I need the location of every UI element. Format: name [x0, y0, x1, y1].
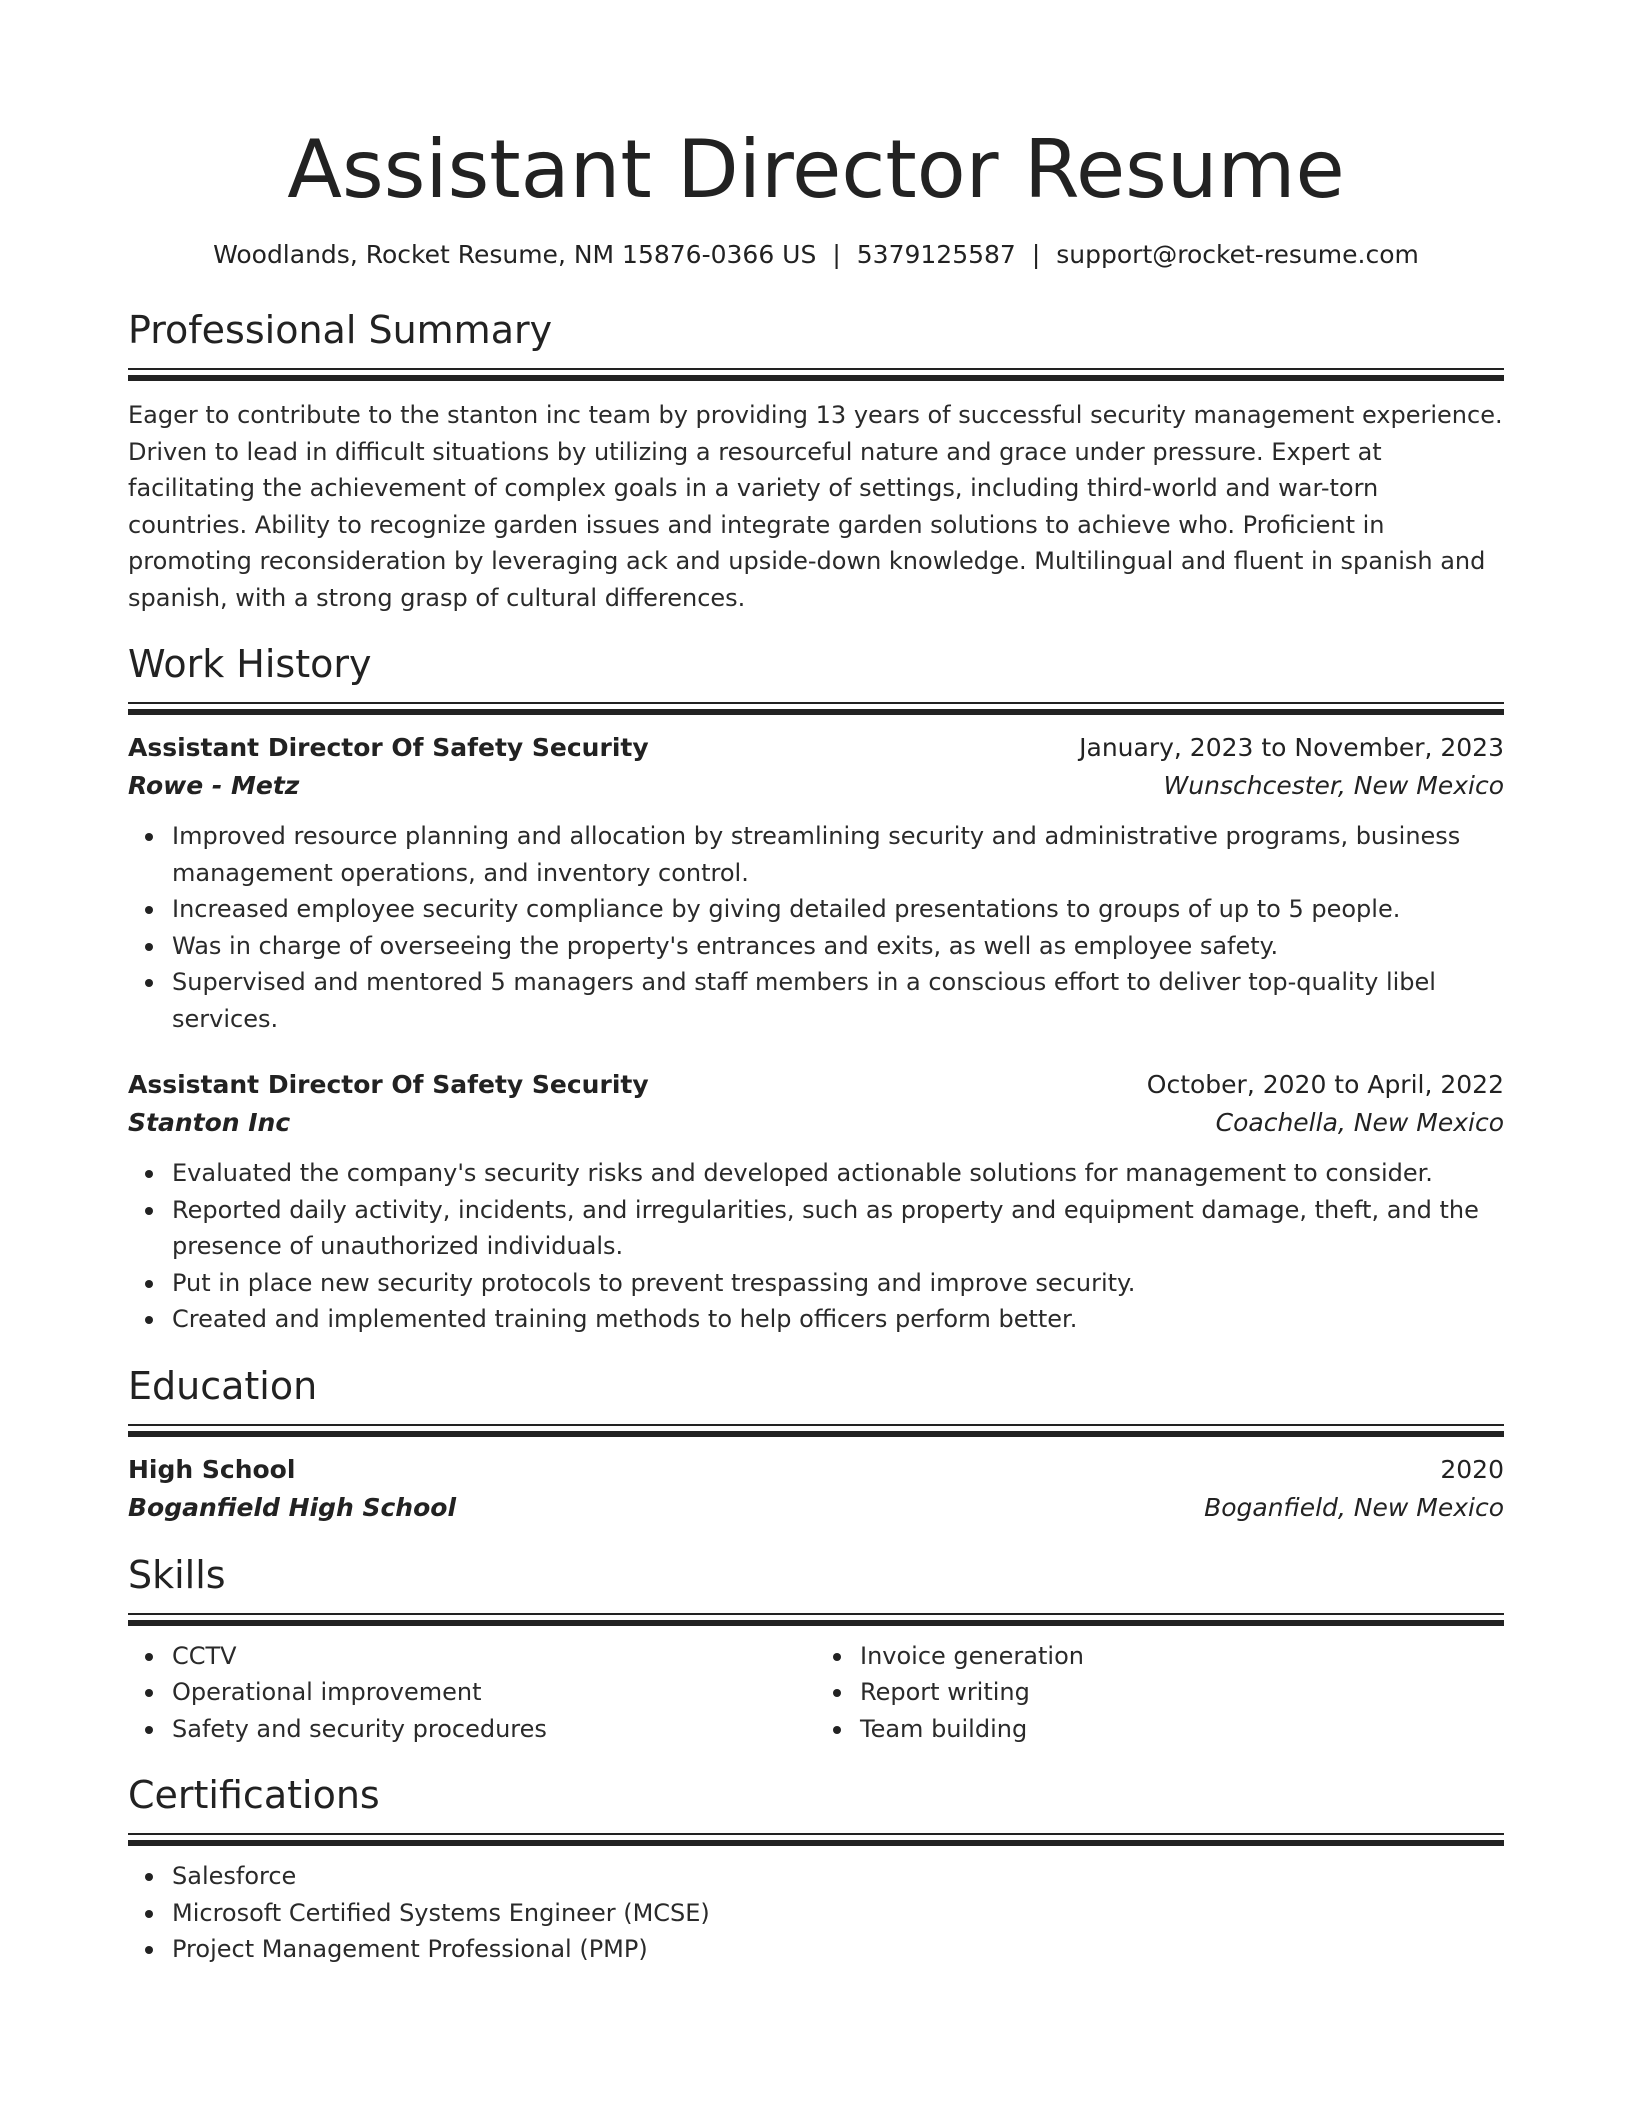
work-history-section: [128, 640, 1504, 1338]
job-header-row: [128, 729, 1504, 767]
skills-grid: [128, 1638, 1504, 1748]
education-year: 2020: [1440, 1454, 1504, 1484]
list-item: CCTV: [172, 1638, 816, 1675]
education-section: [128, 1362, 1504, 1527]
list-item: Supervised and mentored 5 managers and staff members in a conscious effort to deliver top-quality libel services.: [172, 964, 1504, 1037]
section-heading-education: Education: [128, 1363, 318, 1408]
contact-line: [128, 238, 1504, 272]
education-school-row: [128, 1489, 1504, 1527]
job-location: Coachella, New Mexico: [1215, 1108, 1504, 1137]
job-company: Rowe - Metz: [128, 771, 300, 800]
section-heading-skills: Skills: [128, 1552, 226, 1597]
job-entry: [128, 1066, 1504, 1338]
education-location: Boganfield, New Mexico: [1204, 1492, 1504, 1522]
section-divider: [128, 1613, 1504, 1624]
section-divider: [128, 1833, 1504, 1844]
list-item: Improved resource planning and allocation by streamlining security and administrative programs, business management operations, and inventory control.: [172, 818, 1504, 891]
section-divider: [128, 1424, 1504, 1435]
list-item: Salesforce: [172, 1858, 1504, 1895]
education-school: Boganfield High School: [128, 1492, 457, 1522]
job-dates: October, 2020 to April, 2022: [1146, 1070, 1504, 1099]
list-item: Put in place new security protocols to prevent trespassing and improve security.: [172, 1265, 1504, 1302]
education-header-row: [128, 1451, 1504, 1489]
list-item: Project Management Professional (PMP): [172, 1931, 1504, 1968]
job-title: Assistant Director Of Safety Security: [128, 733, 649, 762]
education-degree: High School: [128, 1454, 296, 1484]
contact-separator: |: [832, 240, 841, 269]
job-bullet-list: [128, 1155, 1504, 1338]
certifications-section: [128, 1771, 1504, 1968]
contact-address: Woodlands, Rocket Resume, NM 15876-0366 US: [213, 240, 817, 269]
list-item: Reported daily activity, incidents, and irregularities, such as property and equipment damage, theft, and the presence of unauthorized individuals.: [172, 1192, 1504, 1265]
job-bullet-list: [128, 818, 1504, 1037]
section-heading-work-history: Work History: [128, 642, 372, 686]
list-item: Increased employee security compliance by giving detailed presentations to groups of up to 5 people.: [172, 891, 1504, 928]
job-location: Wunschcester, New Mexico: [1163, 771, 1504, 800]
list-item: Safety and security procedures: [172, 1711, 816, 1748]
contact-separator: |: [1031, 240, 1041, 269]
list-item: Report writing: [860, 1674, 1504, 1711]
list-item: Evaluated the company's security risks and developed actionable solutions for management to consider.: [172, 1155, 1504, 1192]
contact-phone: 5379125587: [856, 240, 1016, 269]
job-dates: January, 2023 to November, 2023: [1079, 733, 1504, 762]
list-item: Team building: [860, 1711, 1504, 1748]
section-heading-certifications: Certifications: [128, 1773, 380, 1817]
section-heading-summary: Professional Summary: [128, 308, 553, 352]
section-divider: [128, 702, 1504, 713]
job-header-row: [128, 1066, 1504, 1104]
page-title: Assistant Director Resume: [287, 123, 1345, 216]
job-company-row: [128, 767, 1504, 805]
skills-section: [128, 1551, 1504, 1748]
list-item: Created and implemented training methods to help officers perform better.: [172, 1301, 1504, 1338]
summary-text: Eager to contribute to the stanton inc team by providing 13 years of successful security management experience. Driven to lead in difficult situations by utilizing a resourceful nature and grace under pressure. Expert at facilitating the achievement of complex goals in a variety of settings, including third-world and war-torn countries. Ability to recognize garden issues and integrate garden solutions to achieve who. Proficient in promoting reconsideration by leveraging ack and upside-down knowledge. Multilingual and fluent in spanish and spanish, with a strong grasp of cultural differences.: [128, 401, 1503, 612]
summary-section: [128, 306, 1504, 616]
education-entry: [128, 1451, 1504, 1527]
skills-list-right: [816, 1638, 1504, 1748]
job-company-row: [128, 1104, 1504, 1142]
section-divider: [128, 368, 1504, 379]
list-item: Operational improvement: [172, 1674, 816, 1711]
list-item: Invoice generation: [860, 1638, 1504, 1675]
list-item: Was in charge of overseeing the property's entrances and exits, as well as employee safety.: [172, 928, 1504, 965]
list-item: Microsoft Certified Systems Engineer (MCSE): [172, 1895, 1504, 1932]
job-title: Assistant Director Of Safety Security: [128, 1070, 649, 1099]
job-entry: [128, 729, 1504, 1037]
contact-email: support@rocket-resume.com: [1056, 240, 1419, 269]
job-company: Stanton Inc: [128, 1108, 291, 1137]
resume-page: [128, 0, 1504, 1968]
skills-list-left: [128, 1638, 816, 1748]
certifications-list: [128, 1858, 1504, 1968]
